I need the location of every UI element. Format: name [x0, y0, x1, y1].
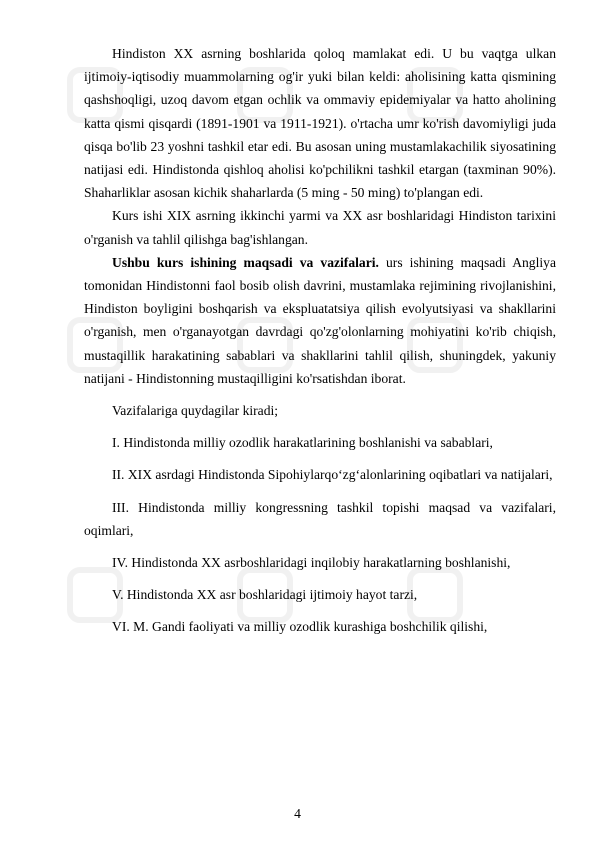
paragraph-goals — [84, 251, 556, 390]
paragraph-intro: Hindiston XX asrning boshlarida qoloq mamlakat edi. U bu vaqtga ulkan ijtimoiy-iqtisodiy muammolarning og'ir yuki bilan keldi: aholisining katta qismining qashshoqligi, uzoq davom etgan ochlik va ommaviy epidemiyalar va hatto aholining katta qismi qisqardi (1891-1901 va 1911-1921). o'rtacha umr ko'rish davomiyligi juda qisqa bo'lib 23 yoshni tashkil etar edi. Bu asosan uning mustamlakachilik siyosatining natijasi edi. Hindistonda qishloq aholisi ko'pchilikni tashkil etargan (taxminan 90%). Shaharliklar asosan kichik shaharlarda (5 ming - 50 ming) to'plangan edi. — [84, 46, 556, 201]
goals-heading: Ushbu kurs ishining maqsadi va vazifalari. — [112, 254, 379, 270]
task-item-3: III. Hindistonda milliy kongressning tashkil topishi maqsad va vazifalari, oqimlari, — [84, 499, 556, 538]
paragraph-tasks-intro: Vazifalariga quydagilar kiradi; — [112, 403, 279, 419]
task-item-6: VI. M. Gandi faoliyati va milliy ozodlik kurashiga boshchilik qilishi, — [112, 619, 488, 635]
page-number: 4 — [294, 806, 301, 821]
paragraph-course-topic: Kurs ishi XIX asrning ikkinchi yarmi va XX asr boshlaridagi Hindiston tarixini o'rganish va tahlil qilishga bag'ishlangan. — [84, 208, 556, 247]
task-item-1: I. Hindistonda milliy ozodlik harakatlarining boshlanishi va sabablari, — [112, 435, 493, 451]
document-body — [84, 42, 556, 639]
task-item-4: IV. Hindistonda XX asrboshlaridagi inqilobiy harakatlarning boshlanishi, — [112, 555, 511, 571]
goals-text: urs ishining maqsadi Angliya tomonidan Hindistonni faol bosib olish davrini, mustamlaka rejimining rivojlanishini, Hindiston boyligini boshqarish va ekspluatatsiya qilish evolyutsiyasi va shakllarini o'rganish, men o'rganayotgan davrdagi qo'zg'olonlarning mohiyatini ko'rib chiqish, mustaqillik harakatining sabablari va shakllarini tahlil qilish, shuningdek, yakuniy natijani - Hindistonning mustaqilligini ko'rsatishdan iborat. — [84, 254, 556, 386]
task-item-5: V. Hindistonda XX asr boshlaridagi ijtimoiy hayot tarzi, — [112, 587, 418, 603]
task-item-2: II. XIX asrdagi Hindistonda Sipohiylarqo‘zg‘alonlarining oqibatlari va natijalari, — [112, 467, 553, 483]
